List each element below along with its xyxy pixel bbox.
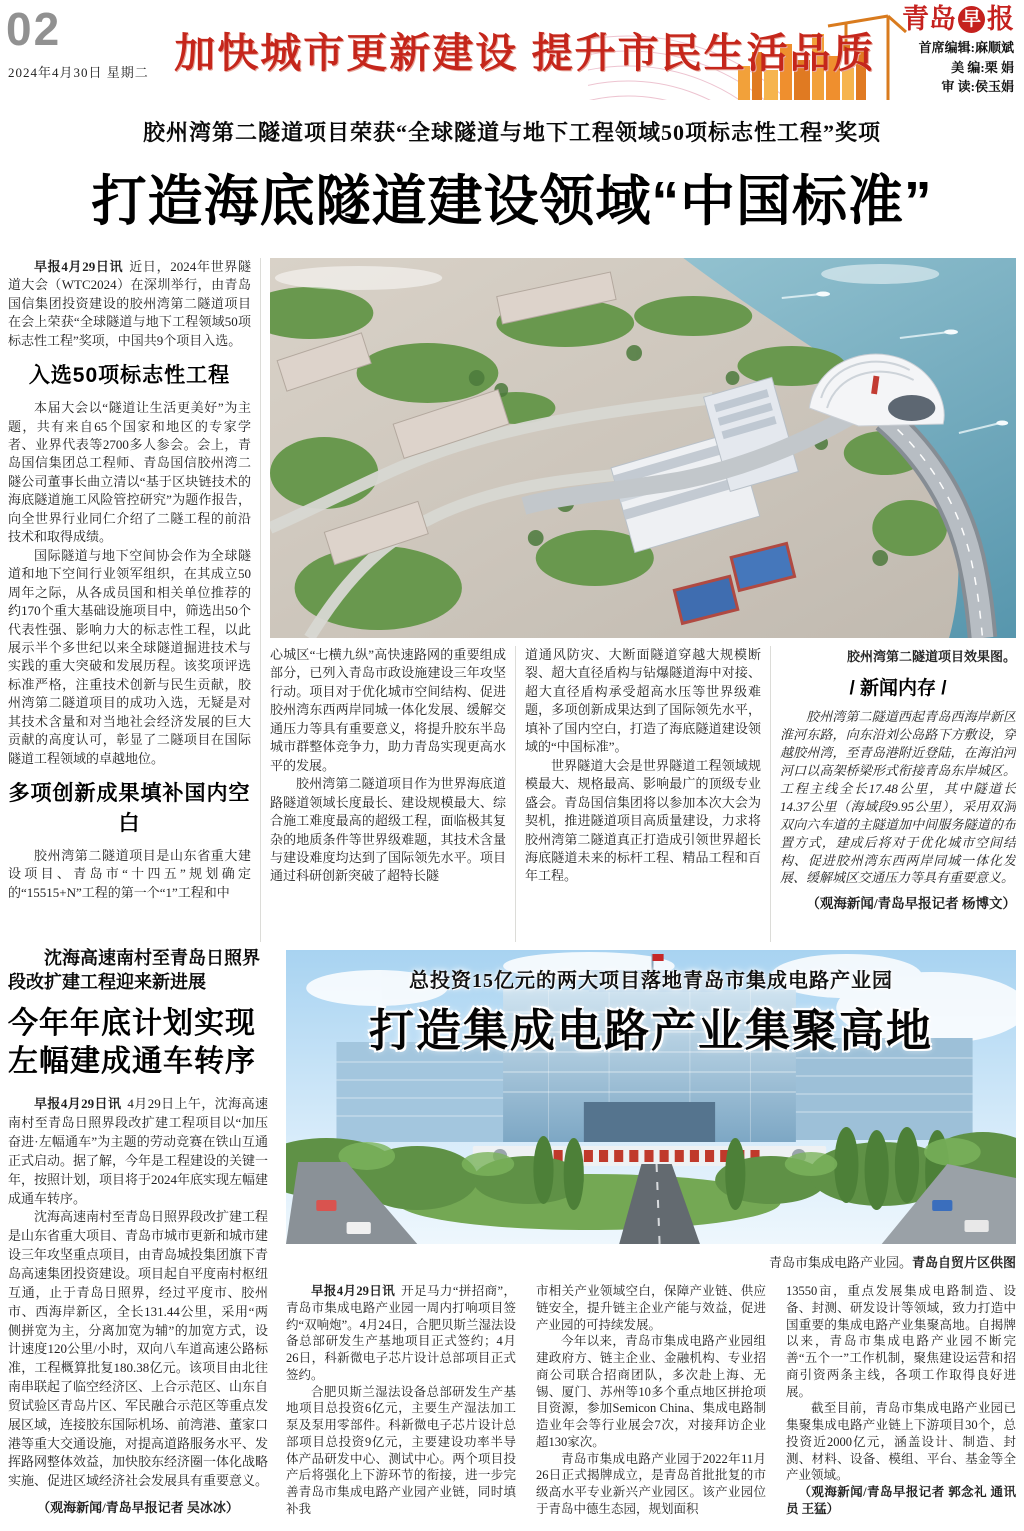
credit-chief-editor: 首席编辑:麻顺斌 — [918, 40, 1014, 55]
tunnel-render-graphic — [270, 258, 1016, 638]
paragraph: 合肥贝斯兰湿法设备总部研发生产基地项目总投资6亿元，主要生产湿法加工泵及泵用零部件。科新微电子芯片设计总部项目总投资9亿元，主要建设功率半导体产品研发中心、测试中心。两个项目投产后将强化上下游环节的衔接，进一步完善青岛市集成电路产业园产业链，同时填补我 — [286, 1384, 516, 1516]
article-column-2 — [270, 646, 515, 942]
paragraph: 今年以来，青岛市集成电路产业园组建政府方、链主企业、金融机构、专业招商公司联合招商团队，多次赴上海、无锡、厦门、苏州等10多个重点地区拼抢项目资源，参加Semicon China、集成电路制造业年会等行业展会7次，对接拜访企业超130家次。 — [536, 1334, 766, 1449]
photo-credit: 青岛自贸片区供图 — [911, 1255, 1016, 1270]
dateline: 早报4月29日讯 — [34, 259, 124, 274]
sidebar-title: / 新闻内存 / — [849, 678, 947, 699]
article-column-3 — [776, 1283, 1016, 1531]
byline: （观海新闻/青岛早报记者 郭念礼 通讯员 王猛） — [786, 1485, 1016, 1516]
photo-kicker: 总投资15亿元的两大项目落地青岛市集成电路产业园 — [409, 970, 893, 992]
article-highway — [8, 946, 268, 1531]
header-banner — [150, 6, 900, 100]
page-number: 02 — [6, 3, 62, 55]
article-body — [8, 1095, 268, 1491]
dateline: 早报4月29日讯 — [34, 1096, 122, 1112]
page-date: 2024年4月30日 星期二 — [8, 65, 149, 80]
paragraph: 沈海高速南村至青岛日照界段改扩建工程是山东省重大项目、青岛市城市更新和城市建设三年攻坚重点项目，由青岛城投集团旗下青岛高速集团投资建设。项目起自平度南村枢纽互通，止于青岛日照界，经过平度市、胶州市、西海岸新区，全长131.44公里，采用“两侧拼宽为主，分离加宽为辅”的加宽方式，设计速度120公里/小时，双向八车道高速公路标准，工程概算批复180.38亿元。该项目由北往南串联起了临空经济区、上合示范区、山东自贸试验区青岛片区、军民融合示范区等重点发展区域，连接胶东国际机场、前湾港、董家口港等重大交通设施，对提高道路服务水平、发挥路网整体效益，加快胶东经济圈一体化战略实施、促进区域经济社会发展具有重要意义。 — [8, 1209, 268, 1489]
photo-headline: 打造集成电路产业集聚高地 — [368, 1005, 933, 1056]
paragraph: 本届大会以“隧道让生活更美好”为主题，共有来自65个国家和地区的专家学者、业界代表等2700多人参会。会上，青岛国信集团总工程师、青岛国信胶州湾二隧公司董事长曲立清以“基于区块链技术的海底隧道施工风险管控研究”为题作报告，向全世界行业同仁介绍了二隧工程的前沿技术和取得成绩。 — [8, 400, 251, 545]
paragraph-continued: 市相关产业领域空白，保障产业链、供应链安全，提升链主企业产能与效益，促进产业园的可持续发展。 — [536, 1284, 766, 1332]
credit-proofreader: 审 读:侯玉娟 — [941, 79, 1014, 94]
paragraph: 胶州湾第二隧道项目作为世界海底道路隧道领域长度最长、建设规模最大、综合施工难度最高的超级工程，面临极其复杂的地质条件等世界级难题，其技术含量与建设难度均达到了国际领先水平。项目通过科研创新突破了超特长隧 — [270, 776, 506, 884]
article-kicker: 沈海高速南村至青岛日照界段改扩建工程迎来新进展 — [8, 948, 260, 993]
paragraph: 截至目前，青岛市集成电路产业园已集聚集成电路产业链上下游项目30个，总投资近2000亿元，涵盖设计、制造、封测、材料、设备、模组、平台、基金等全产业领域。 — [786, 1401, 1016, 1483]
article-headline: 打造海底隧道建设领域“中国标准” — [91, 170, 933, 232]
logo-text-left: 青岛 — [902, 4, 956, 34]
banner-headline: 加快城市更新建设 提升市民生活品质 — [174, 30, 876, 76]
article-column-4 — [770, 646, 1016, 942]
credit-art-editor: 美 编:栗 娟 — [951, 59, 1014, 75]
paragraph: 世界隧道大会是世界隧道工程领域规模最大、规格最高、影响最广的顶级专业盛会。青岛国信集团将以参加本次大会为契机，推进隧道项目高质量建设，力求将胶州湾第二隧道真正打造成引领世界超长海底隧道未来的标杆工程、精品工程和百年工程。 — [525, 757, 761, 884]
photo-caption: 胶州湾第二隧道项目效果图。 — [846, 649, 1016, 664]
article-column-1 — [8, 258, 261, 942]
subhead-1: 入选50项标志性工程 — [28, 364, 231, 388]
article-kicker: 胶州湾第二隧道项目荣获“全球隧道与地下工程领域50项标志性工程”奖项 — [142, 120, 881, 145]
dateline: 早报4月29日讯 — [311, 1284, 396, 1298]
newspaper-logo — [902, 6, 1014, 33]
article-tunnel — [8, 110, 1016, 942]
paragraph: 国际隧道与地下空间协会作为全球隧道和地下空间行业领军组织，在其成立50周年之际，从各成员国和相关单位推荐的约170个重大基础设施项目中，筛选出50个代表性强、影响力大的标志性工程，以此展示半个多世纪以来全球隧道掘进技术与实践的重大突破和发展历程。该奖项评选标准严格，注重技术创新与民生贡献，胶州湾第二隧道项目的成功入选，无疑是对其技术含量和对当地社会经济发展的巨大贡献的高度认可，彰显了二隧项目在国际隧道工程领域的卓越地位。 — [8, 547, 251, 766]
paragraph-continued: 13550亩，重点发展集成电路制造、设备、封测、研发设计等领域，致力打造中国重要的集成电路产业集聚高地。自揭牌以来，青岛市集成电路产业园不断完善“五个一”工作机制，聚焦建设运营和招商引资两条主线，各项工作取得良好进展。 — [786, 1284, 1016, 1399]
paragraph-continued: 道通风防灾、大断面隧道穿越大规模断裂、超大直径盾构与钻爆隧道海中对接、超大直径盾构承受超高水压等世界级难题，多项创新成果达到了国际领先水平，填补了国内空白，打造了海底隧道建设领域的“中国标准”。 — [525, 647, 761, 755]
logo-circle-glyph: 早 — [958, 6, 985, 33]
article-column-2 — [526, 1283, 776, 1531]
tunnel-aerial-render-photo — [270, 258, 1016, 638]
logo-text-right: 报 — [987, 4, 1014, 34]
article-ic-park — [286, 950, 1016, 1531]
sidebar-memo: 胶州湾第二隧道西起青岛西海岸新区淮河东路，向东沿刘公岛路下方敷设，穿越胶州湾，至青岛港附近登陆，在海泊河河口以高架桥梁形式衔接青岛东岸城区。工程主线全长17.48公里，其中隧道长14.37公里（海域段9.95公里），采用双洞双向六车道的主隧道加中间服务隧道的布置方式，建成后将对于优化城市空间结构、促进胶州湾东西两岸同城一体化发展、缓解城区交通压力等具有重要意义。 — [780, 709, 1016, 886]
lead-paragraph: 早报4月29日讯 近日，2024年世界隧道大会（WTC2024）在深圳举行，由青岛国信集团投资建设的胶州湾第二隧道项目在会上荣获“全球隧道与地下工程领域50项标志性工程”奖项，中国共9个项目入选。 — [8, 259, 251, 348]
article-column-1 — [286, 1283, 526, 1531]
article-headline: 今年年底计划实现左幅建成通车转序 — [8, 1006, 256, 1078]
byline: （观海新闻/青岛早报记者 杨博文） — [806, 896, 1016, 912]
paragraph-continued: 心城区“七横九纵”高快速路网的重要组成部分，已列入青岛市政设施建设三年攻坚行动。项目对于优化城市空间结构、促进胶州湾东西两岸同城一体化发展、缓解交通压力等具有重要意义，将提升胶东半岛城市群整体竞争力，助力青岛实现更高水平的发展。 — [270, 647, 506, 773]
paragraph: 青岛市集成电路产业园于2022年11月26日正式揭牌成立，是青岛首批批复的市级高水平专业新兴产业园区。该产业园位于青岛中德生态园，规划面积 — [536, 1451, 766, 1516]
lead-paragraph: 早报4月29日讯 开足马力“拼招商”，青岛市集成电路产业园一周内打响项目签约“双响炮”。4月24日，合肥贝斯兰湿法设备总部研发生产基地项目正式签约；4月26日，科新微电子芯片设计总部项目正式签约。 — [286, 1284, 516, 1382]
photo-caption: 青岛市集成电路产业园。青岛自贸片区供图 — [768, 1255, 1016, 1270]
masthead — [902, 6, 1014, 97]
editor-credits — [902, 38, 1014, 97]
subhead-2: 多项创新成果填补国内空白 — [8, 782, 251, 835]
article-column-3 — [515, 646, 770, 942]
industrial-park-photo — [286, 950, 1016, 1244]
page-header — [0, 0, 1024, 104]
byline: （观海新闻/青岛早报记者 吴冰冰） — [37, 1500, 239, 1516]
lead-paragraph: 早报4月29日讯 4月29日上午，沈海高速南村至青岛日照界段改扩建工程项目以“加压奋进·左幅通车”为主题的劳动竞赛在铁山互通正式启动。据了解，今年是工程建设的关键一年，按照计划，项目将于2024年底实现左幅建成通车转序。 — [8, 1096, 268, 1206]
paragraph: 胶州湾第二隧道项目是山东省重大建设项目、青岛市“十四五”规划确定的“15515+N”工程的第一个“1”工程和中 — [8, 847, 251, 900]
